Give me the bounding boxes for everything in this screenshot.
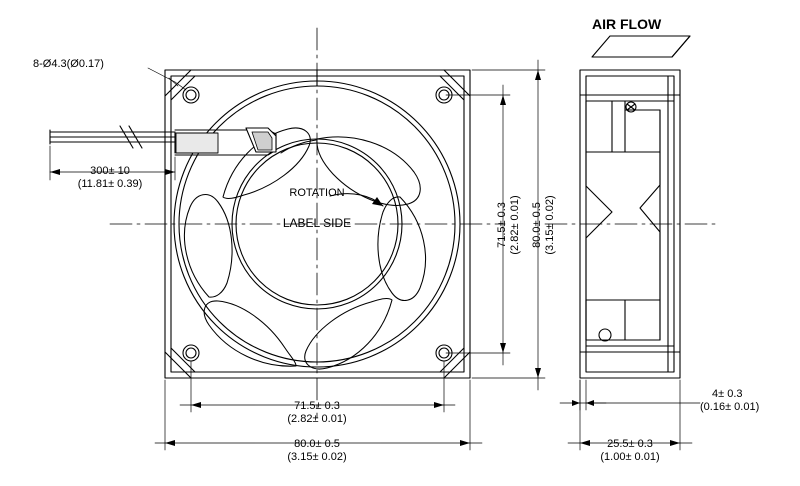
bottom-width-mm-label: 80.0± 0.5 [294,438,340,450]
right-height-mm-label: 80.0± 0.5 [531,202,543,248]
side-view [545,36,715,378]
hole-callout-label: 8-Ø4.3(Ø0.17) [33,58,104,70]
rotation-label: ROTATION [289,187,345,199]
right-pitch-in-label: (2.82± 0.01) [509,195,521,255]
right-pitch-mm-label: 71.5± 0.3 [496,202,508,248]
bottom-pitch-mm-label: 71.5± 0.3 [294,400,340,412]
bottom-pitch-in-label: (2.82± 0.01) [287,413,347,425]
label-side-label: LABEL SIDE [282,216,352,230]
flange-mm-label: 4± 0.3 [712,388,743,400]
flange-in-label: (0.16± 0.01) [700,401,760,413]
lead-length-mm-label: 300± 10 [90,165,130,177]
right-height-in-label: (3.15± 0.02) [544,195,556,255]
depth-in-label: (1.00± 0.01) [600,451,660,463]
dimension-lines [50,60,700,450]
air-flow-label: AIR FLOW [592,16,662,32]
bottom-width-in-label: (3.15± 0.02) [287,451,347,463]
lead-length-in-label: (11.81± 0.39) [77,178,143,190]
depth-mm-label: 25.5± 0.3 [607,438,653,450]
